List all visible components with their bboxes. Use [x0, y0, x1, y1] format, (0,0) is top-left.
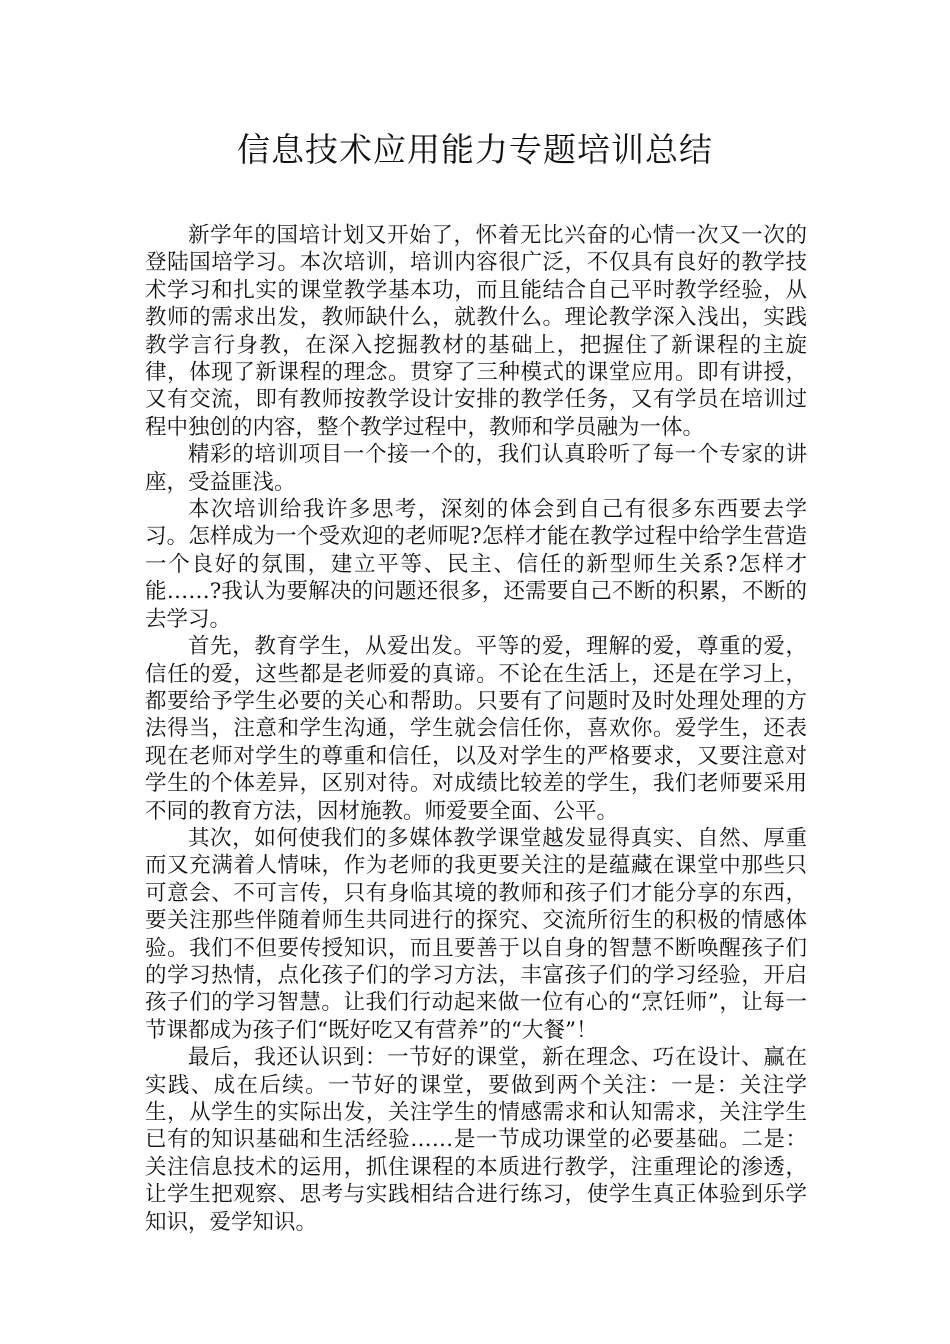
paragraph-6: 最后，我还认识到：一节好的课堂，新在理念、巧在设计、赢在实践、成在后续。一节好的课堂，要做到两个关注：一是：关注学生，从学生的实际出发，关注学生的情感需求和认知需求，关注学生已有的知识基础和生活经验……是一节成功课堂的必要基础。二是：关注信息技术的运用，抓住课程的本质进行教学，注重理论的渗透，让学生把观察、思考与实践相结合进行练习，使学生真正体验到乐学知识，爱学知识。	[145, 1045, 807, 1235]
paragraph-2: 精彩的培训项目一个接一个的，我们认真聆听了每一个专家的讲座，受益匪浅。	[145, 442, 807, 495]
paragraph-3: 本次培训给我许多思考，深刻的体会到自己有很多东西要去学习。怎样成为一个受欢迎的老师呢?怎样才能在教学过程中给学生营造一个良好的氛围，建立平等、民主、信任的新型师生关系?怎样才能……?我认为要解决的问题还很多，还需要自己不断的积累，不断的去学习。	[145, 497, 807, 632]
document-title: 信息技术应用能力专题培训总结	[237, 130, 713, 169]
document-body	[145, 222, 807, 1236]
paragraph-5: 其次，如何使我们的多媒体教学课堂越发显得真实、自然、厚重而又充满着人情味，作为老师的我更要关注的是蕴藏在课堂中那些只可意会、不可言传，只有身临其境的教师和孩子们才能分享的东西，要关注那些伴随着师生共同进行的探究、交流所衍生的积极的情感体验。我们不但要传授知识，而且要善于以自身的智慧不断唤醒孩子们的学习热情，点化孩子们的学习方法，丰富孩子们的学习经验，开启孩子们的学习智慧。让我们行动起来做一位有心的“烹饪师”，让每一节课都成为孩子们“既好吃又有营养”的“大餐”！	[145, 825, 807, 1043]
paragraph-1: 新学年的国培计划又开始了，怀着无比兴奋的心情一次又一次的登陆国培学习。本次培训，培训内容很广泛，不仅具有良好的教学技术学习和扎实的课堂教学基本功，而且能结合自己平时教学经验，从教师的需求出发，教师缺什么，就教什么。理论教学深入浅出，实践教学言行身教，在深入挖掘教材的基础上，把握住了新课程的主旋律，体现了新课程的理念。贯穿了三种模式的课堂应用。即有讲授，又有交流，即有教师按教学设计安排的教学任务，又有学员在培训过程中独创的内容，整个教学过程中，教师和学员融为一体。	[145, 223, 807, 440]
paragraph-4: 首先，教育学生，从爱出发。平等的爱，理解的爱，尊重的爱，信任的爱，这些都是老师爱的真谛。不论在生活上，还是在学习上，都要给予学生必要的关心和帮助。只要有了问题时及时处理处理的方法得当，注意和学生沟通，学生就会信任你，喜欢你。爱学生，还表现在老师对学生的尊重和信任，以及对学生的严格要求，又要注意对学生的个体差异，区别对待。对成绩比较差的学生，我们老师要采用不同的教育方法，因材施教。师爱要全面、公平。	[145, 634, 807, 824]
